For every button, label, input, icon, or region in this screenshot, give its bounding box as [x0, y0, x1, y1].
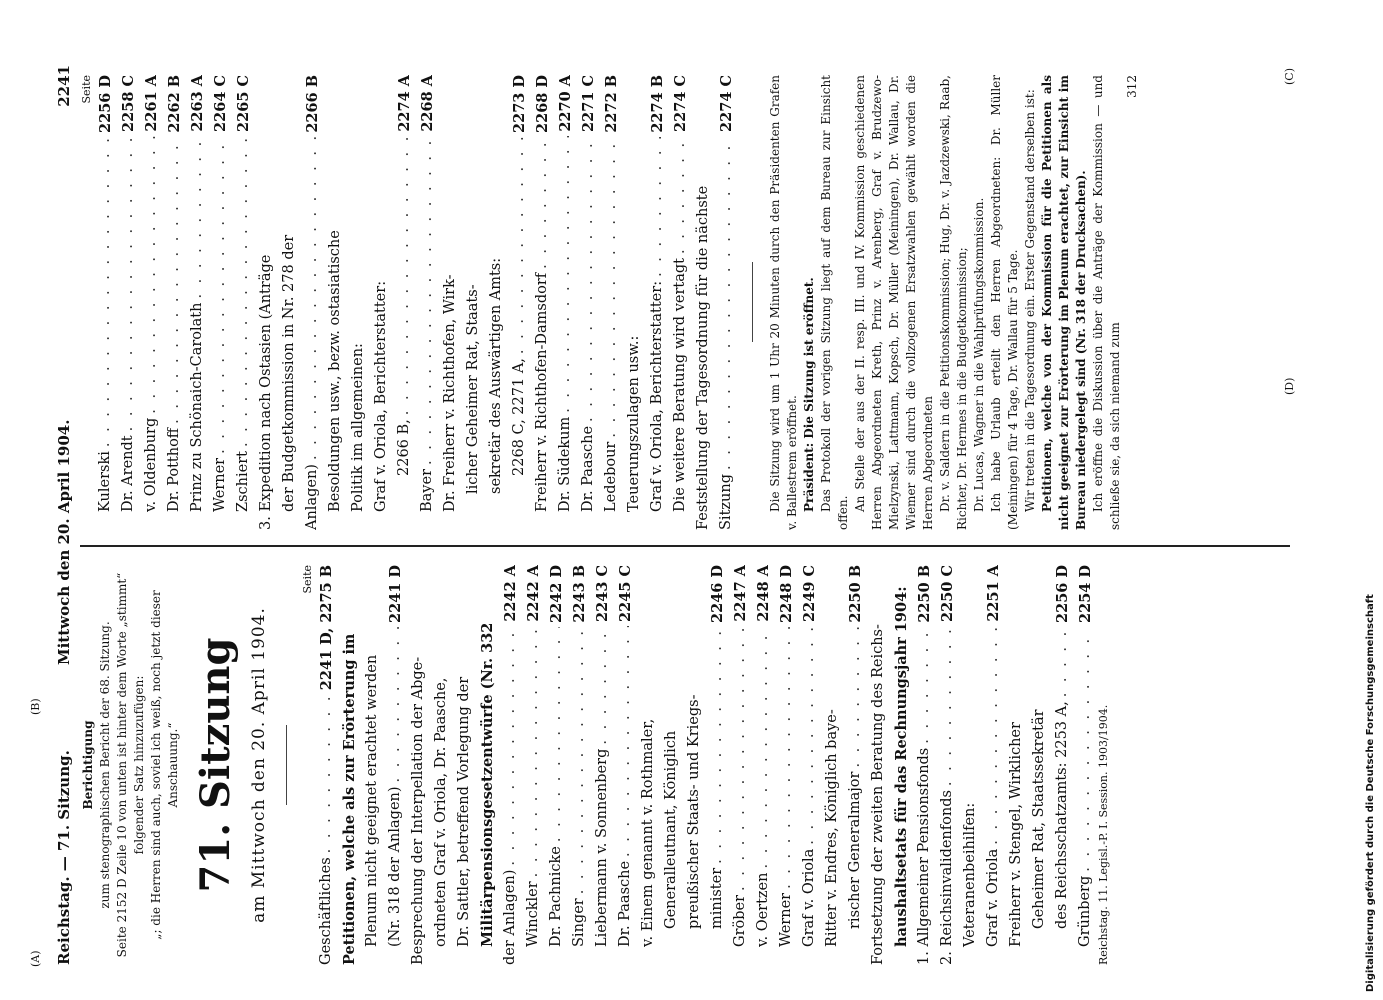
- leader-dots: [982, 626, 1005, 845]
- toc-entry: [867, 565, 890, 965]
- toc-page-ref: 2241 D, 2275 B: [318, 565, 335, 691]
- toc-entry: [1074, 565, 1097, 965]
- sitzung-title: 71. Sitzung: [192, 637, 239, 893]
- toc-entry-text: Freiherr v. Richthofen-Damsdorf: [534, 272, 550, 512]
- toc-entry-text: rischer Generalmajor: [847, 771, 863, 929]
- leader-dots: [577, 136, 600, 422]
- leader-dots: [669, 136, 692, 254]
- toc-entry: [430, 565, 453, 965]
- toc-entry: [1028, 565, 1051, 965]
- toc-entry-text: Dr. Arendt: [120, 435, 136, 512]
- toc-entry-text: Feststellung der Tagesordnung für die nächste: [695, 185, 711, 530]
- toc-entry-text: minister: [709, 867, 725, 929]
- toc-entry: [209, 75, 232, 530]
- leader-dots: [936, 626, 959, 786]
- leader-dots: [499, 626, 522, 866]
- leader-dots: [140, 136, 163, 414]
- toc-entry-text: Geschäftliches: [318, 857, 334, 965]
- toc-entry-text: Ledebour: [603, 441, 619, 512]
- toc-entry: [338, 565, 361, 965]
- toc-entry-text: Winckler: [525, 881, 541, 947]
- toc-entry-text: Prinz zu Schönaich-Carolath: [189, 302, 205, 512]
- toc-entry: [821, 565, 844, 965]
- toc-entry-text: 2. Reichsinvalidenfonds: [939, 790, 955, 965]
- toc-page-ref: 2271 C: [580, 75, 597, 132]
- toc-entry-text: Grünberg: [1077, 875, 1093, 947]
- leader-dots: [384, 627, 407, 782]
- toc-list-right: [94, 75, 738, 530]
- leader-dots: [531, 137, 554, 269]
- toc-entry-text: Gröber: [732, 894, 748, 947]
- toc-page-ref: 2268 D: [534, 75, 551, 133]
- toc-list-left: [315, 565, 1097, 965]
- toc-entry-text: Dr. Paasche: [580, 425, 596, 512]
- session-paragraph: Das Protokoll der vorigen Sitzung liegt auf dem Bureau zur Einsicht offen.: [819, 75, 850, 530]
- session-paragraph: Die Sitzung wird um 1 Uhr 20 Minuten durch den Präsidenten Grafen v. Ballestrem eröffnet.: [768, 75, 799, 530]
- toc-page-ref: 2251 A: [985, 565, 1002, 622]
- toc-entry: [600, 75, 623, 530]
- leader-dots: [545, 627, 568, 842]
- margin-mark-a: (A): [29, 950, 42, 967]
- toc-entry: [683, 565, 706, 965]
- toc-entry-text: 2266 B,: [396, 419, 412, 476]
- toc-entry-text: Dr. Freiherr v. Richthofen, Wirk-: [442, 274, 458, 512]
- toc-entry: [370, 75, 393, 530]
- toc-entry: [278, 75, 301, 530]
- toc-entry: [407, 565, 430, 965]
- toc-entry-text: v. Oldenburg: [143, 417, 159, 512]
- toc-entry: [140, 75, 163, 530]
- toc-entry: [545, 565, 568, 965]
- session-paragraph: Dr. Lucas, Wagner in die Wahlprüfungskommission.: [972, 197, 986, 512]
- toc-page-ref: 2274 C: [672, 75, 689, 132]
- toc-entry: [913, 565, 936, 965]
- toc-entry: [508, 75, 531, 530]
- left-column: [80, 565, 1111, 965]
- rotated-page: [29, 65, 1315, 967]
- toc-entry: [347, 75, 370, 530]
- toc-entry-text: Bayer: [419, 468, 435, 512]
- toc-entry-text: 2268 C, 2271 A,: [511, 358, 527, 476]
- toc-entry: [531, 75, 554, 530]
- toc-entry: [1005, 565, 1028, 965]
- toc-entry-text: Plenum nicht geeignet erachtet werden: [364, 654, 380, 947]
- toc-page-ref: 2241 D: [387, 565, 404, 623]
- toc-entry-text: Dr. Potthoff: [166, 427, 182, 512]
- leader-dots: [600, 137, 623, 438]
- toc-entry-text: Werner: [778, 892, 794, 947]
- berichtigung-line: Anschauung.“: [166, 722, 180, 808]
- toc-entry: [844, 565, 867, 965]
- leader-dots: [715, 136, 738, 470]
- toc-entry: [936, 565, 959, 965]
- toc-entry-text: der Anlagen): [502, 869, 518, 965]
- toc-entry-text: Geheimer Rat, Staatssekretär: [1031, 709, 1047, 929]
- toc-entry-text: v. Oertzen: [755, 872, 771, 947]
- right-column: [80, 75, 1141, 530]
- toc-entry: [232, 75, 255, 530]
- leader-dots: [752, 626, 775, 869]
- toc-entry: [301, 75, 324, 530]
- toc-page-ref: 2249 C: [801, 565, 818, 622]
- document-page: [29, 65, 1315, 967]
- toc-page-ref: 2243 B: [571, 565, 588, 623]
- toc-entry: [462, 75, 485, 530]
- toc-page-ref: 2273 D: [511, 75, 528, 133]
- toc-entry-text: Petitionen, welche als zur Erörterung im: [341, 633, 358, 965]
- session-paragraph: Petitionen, welche von der Kommission für die Petitionen als nicht geeignet zur Erörterung im Plenum erachtet, zur Einsicht im Bureau niedergelegt sind (Nr. 318 der Drucksachen).: [1040, 75, 1088, 530]
- toc-entry-text: ordneten Graf v. Oriola, Dr. Paasche,: [433, 677, 449, 947]
- toc-entry: [729, 565, 752, 965]
- dfg-note-text: Digitalisierung gefördert durch die Deutsche Forschungsgemeinschaft: [1365, 594, 1376, 992]
- leader-dots: [706, 627, 729, 864]
- toc-entry-text: preußischer Staats- und Kriegs-: [686, 694, 702, 929]
- toc-entry-text: der Budgetkommission in Nr. 278 der: [281, 234, 297, 512]
- session-paragraph: Wir treten in die Tagesordnung ein. Erster Gegenstand derselben ist:: [1023, 89, 1037, 512]
- toc-entry-text: 1. Allgemeiner Pensionsfonds: [916, 747, 932, 965]
- toc-entry: [361, 565, 384, 965]
- toc-entry-text: Graf v. Oriola: [801, 848, 817, 947]
- toc-page-ref: 2256 D: [97, 75, 114, 133]
- toc-entry: [775, 565, 798, 965]
- toc-page-ref: 2254 D: [1077, 565, 1094, 623]
- toc-entry-text: haushaltsetats für das Rechnungsjahr 1904:: [893, 586, 910, 947]
- toc-entry-text: Teuerungszulagen usw.:: [626, 335, 642, 512]
- toc-page-ref: 2266 B: [304, 75, 321, 133]
- leader-dots: [163, 137, 186, 424]
- session-paragraph: Ich habe Urlaub erteilt den Herren Abgeordneten: Dr. Müller (Meiningen) für 4 Tage, Dr. Wallau für 5 Tage.: [989, 75, 1020, 530]
- toc-page-ref: 2274 B: [649, 75, 666, 133]
- toc-page-ref: 2250 C: [939, 565, 956, 622]
- margin-mark-c: (C): [1283, 68, 1296, 85]
- leader-dots: [416, 136, 439, 465]
- footnote-number: 312: [1125, 75, 1139, 98]
- toc-entry: [646, 75, 669, 530]
- toc-entry-text: Fortsetzung der zweiten Beratung des Reichs-: [870, 624, 886, 965]
- toc-page-ref: 2272 B: [603, 75, 620, 133]
- session-paragraph: Dr. v. Saldern in die Petitionskommission; Hug, Dr. v. Jazdzewski, Raab, Richter, Dr. Hermes in die Budgetkommission;: [938, 75, 969, 530]
- toc-entry-text: des Reichsschatzamts: 2253 A,: [1054, 701, 1070, 929]
- session-paragraph: Ich eröffne die Diskussion über die Anträge der Kommission — und schließe sie, da sich niemand zum: [1091, 75, 1122, 530]
- toc-entry: [1051, 565, 1074, 965]
- toc-entry: [706, 565, 729, 965]
- leader-dots: [522, 626, 545, 878]
- toc-page-ref: 2243 C: [594, 565, 611, 622]
- toc-entry: [117, 75, 140, 530]
- leader-dots: [568, 627, 591, 895]
- toc-entry-text: Graf v. Oriola, Berichterstatter:: [373, 280, 389, 512]
- seite-label-right: Seite: [80, 75, 93, 104]
- toc-entry-text: Dr. Sattler, betreffend Vorlegung der: [456, 676, 472, 947]
- toc-entry-text: Generalleutnant, Königlich: [663, 730, 679, 929]
- berichtigung-line: Seite 2152 D Zeile 10 von unten ist hinter dem Worte „stimmt“: [115, 572, 129, 958]
- toc-entry: [453, 565, 476, 965]
- leader-dots: [508, 137, 531, 354]
- toc-entry: [499, 565, 522, 965]
- toc-entry-text: Werner: [212, 457, 228, 512]
- toc-entry-text: Die weitere Beratung wird vertagt: [672, 258, 688, 512]
- toc-page-ref: 2268 A: [419, 75, 436, 132]
- toc-entry: [982, 565, 1005, 965]
- toc-entry: [959, 565, 982, 965]
- toc-entry: [94, 75, 117, 530]
- toc-entry: [485, 75, 508, 530]
- leader-dots: [913, 627, 936, 744]
- berichtigung-lines: [97, 565, 182, 965]
- toc-page-ref: 2245 C: [617, 565, 634, 622]
- leader-dots: [729, 626, 752, 891]
- toc-page-ref: 2274 A: [396, 75, 413, 132]
- divider-right: [752, 263, 753, 343]
- leader-dots: [209, 136, 232, 454]
- toc-page-ref: 2242 A: [502, 565, 519, 622]
- toc-entry: [393, 75, 416, 530]
- toc-entry-text: Graf v. Oriola: [985, 848, 1001, 947]
- leader-dots: [591, 626, 614, 745]
- berichtigung-block: [80, 565, 182, 965]
- leader-dots: [1074, 627, 1097, 872]
- toc-page-ref: 2274 C: [718, 75, 735, 132]
- toc-entry: [568, 565, 591, 965]
- leader-dots: [614, 626, 637, 857]
- header-page-number: 2241: [55, 65, 73, 107]
- toc-entry: [715, 75, 738, 530]
- toc-page-ref: 2242 D: [548, 565, 565, 623]
- toc-entry: [554, 75, 577, 530]
- berichtigung-line: folgender Satz hinzuzufügen:: [132, 675, 146, 855]
- toc-entry: [623, 75, 646, 530]
- toc-entry-text: sekretär des Auswärtigen Amts:: [488, 257, 504, 494]
- toc-entry-text: Besoldungen usw., bezw. ostasiatische: [327, 230, 343, 512]
- margin-mark-d: (D): [1283, 377, 1296, 395]
- sitzung-date: am Mittwoch den 20. April 1904.: [249, 607, 269, 923]
- toc-entry: [439, 75, 462, 530]
- leader-dots: [232, 136, 255, 447]
- toc-page-ref: 2264 C: [212, 75, 229, 132]
- leader-dots: [646, 137, 669, 277]
- session-text: [767, 75, 1124, 530]
- toc-page-ref: 2246 D: [709, 565, 726, 623]
- toc-entry-text: v. Einem genannt v. Rothmaler,: [640, 718, 656, 947]
- leader-dots: [315, 694, 338, 853]
- leader-dots: [393, 136, 416, 416]
- toc-page-ref: 2265 C: [235, 75, 252, 132]
- toc-entry-text: Sitzung: [718, 474, 734, 530]
- toc-entry: [591, 565, 614, 965]
- toc-entry-text: Veteranenbeihilfen:: [962, 802, 978, 947]
- toc-page-ref: 2248 A: [755, 565, 772, 622]
- leader-dots: [117, 136, 140, 431]
- toc-entry: [660, 565, 683, 965]
- toc-entry: [186, 75, 209, 530]
- toc-page-ref: 2256 D: [1054, 565, 1071, 623]
- column-divider: [80, 545, 1290, 547]
- leader-dots: [186, 136, 209, 299]
- toc-entry-text: 3. Expedition nach Ostasien (Anträge: [258, 254, 274, 530]
- toc-entry: [163, 75, 186, 530]
- toc-page-ref: 2250 B: [916, 565, 933, 623]
- toc-entry-text: Besprechung der Interpellation der Abge-: [410, 656, 426, 965]
- toc-entry: [798, 565, 821, 965]
- toc-entry: [476, 565, 499, 965]
- leader-dots: [301, 137, 324, 460]
- toc-entry: [890, 565, 913, 965]
- toc-entry: [669, 75, 692, 530]
- toc-page-ref: 2262 B: [166, 75, 183, 133]
- toc-entry-text: Militärpensionsgesetzentwürfe (Nr. 332: [479, 622, 496, 947]
- toc-entry: [416, 75, 439, 530]
- toc-entry: [752, 565, 775, 965]
- toc-entry-text: Dr. Pachnicke: [548, 846, 564, 947]
- toc-entry-text: licher Geheimer Rat, Staats-: [465, 284, 481, 494]
- header-center: Mittwoch den 20. April 1904.: [55, 419, 73, 665]
- toc-entry-text: Freiherr v. Stengel, Wirklicher: [1008, 722, 1024, 947]
- leader-dots: [1051, 627, 1074, 697]
- volume-footer: Reichstag. 11. Legisl.-P. I. Session. 1903/1904.: [1097, 704, 1110, 965]
- toc-page-ref: 2270 A: [557, 75, 574, 132]
- leader-dots: [844, 627, 867, 768]
- berichtigung-line: „; die Herren sind auch, soviel ich weiß, noch jetzt dieser: [149, 590, 163, 940]
- toc-entry-text: (Nr. 318 der Anlagen): [387, 786, 403, 947]
- leader-dots: [94, 137, 117, 447]
- toc-page-ref: 2250 B: [847, 565, 864, 623]
- header-left: Reichstag. — 71. Sitzung.: [55, 750, 73, 965]
- toc-entry: [315, 565, 338, 965]
- toc-entry: [324, 75, 347, 530]
- dfg-funding-note: [1365, 12, 1379, 992]
- toc-entry-text: Singer: [571, 898, 587, 947]
- toc-entry: [637, 565, 660, 965]
- divider: [286, 725, 287, 805]
- toc-entry: [255, 75, 278, 530]
- toc-entry-text: Politik im allgemeinen:: [350, 343, 366, 512]
- toc-page-ref: 2263 A: [189, 75, 206, 132]
- leader-dots: [775, 627, 798, 889]
- berichtigung-title: Berichtigung: [81, 720, 95, 810]
- toc-page-ref: 2261 A: [143, 75, 160, 132]
- session-paragraph: Präsident: Die Sitzung ist eröffnet.: [802, 277, 816, 512]
- toc-entry-text: Dr. Paasche: [617, 860, 633, 947]
- running-header: [55, 65, 77, 965]
- toc-entry-text: Liebermann v. Sonnenberg: [594, 748, 610, 947]
- toc-entry: [577, 75, 600, 530]
- session-paragraph: An Stelle der aus der II. resp. III. und IV. Kommission geschiedenen Herren Abgeordneten Kreth, Prinz v. Arenberg, Graf v. Brudzewo-Mielzynski, Lattmann, Kopsch, Dr. Müller (Meiningen), Dr. Wallau, Dr. Wiemer sind durch die vollzogenen Ersatzwahlen gewählt worden die Herren Abgeordneten: [853, 75, 935, 530]
- toc-entry-text: Dr. Südekum: [557, 416, 573, 512]
- toc-page-ref: 2258 C: [120, 75, 137, 132]
- toc-entry: [614, 565, 637, 965]
- toc-entry-text: Zschiert: [235, 451, 251, 512]
- toc-entry-text: Ritter v. Endres, Königlich baye-: [824, 709, 840, 947]
- toc-entry: [384, 565, 407, 965]
- toc-page-ref: 2248 D: [778, 565, 795, 623]
- toc-entry: [692, 75, 715, 530]
- seite-label: Seite: [301, 565, 314, 594]
- leader-dots: [798, 626, 821, 845]
- toc-page-ref: 2247 A: [732, 565, 749, 622]
- leader-dots: [554, 136, 577, 413]
- toc-entry-text: Anlagen): [304, 464, 320, 530]
- berichtigung-line: zum stenographischen Bericht der 68. Sitzung.: [98, 621, 112, 909]
- margin-mark-b: (B): [29, 698, 42, 715]
- toc-entry-text: Kulerski: [97, 451, 113, 512]
- toc-page-ref: 2242 A: [525, 565, 542, 622]
- toc-entry: [522, 565, 545, 965]
- toc-entry-text: Graf v. Oriola, Berichterstatter:: [649, 280, 665, 512]
